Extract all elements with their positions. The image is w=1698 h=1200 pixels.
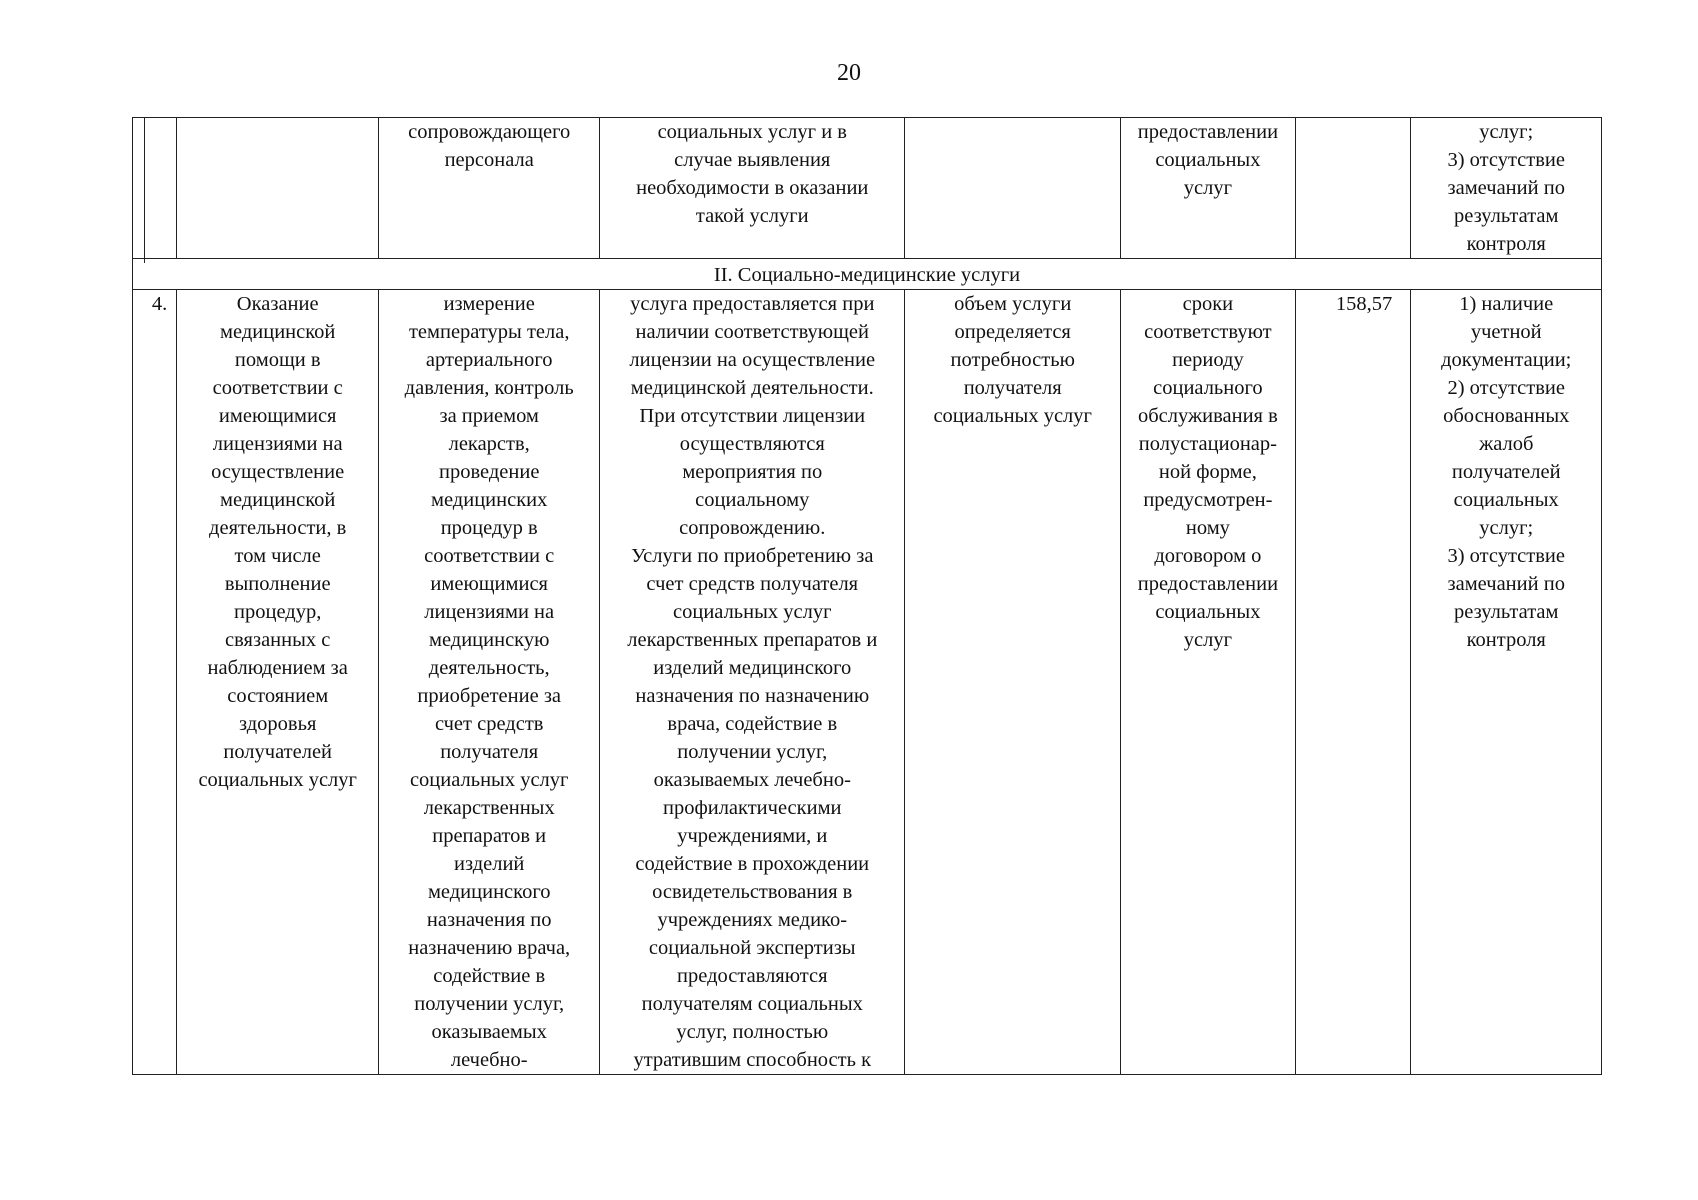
cell-continued-content: сопровождающего персонала [379, 118, 600, 259]
table-row-continued [133, 118, 1602, 259]
section-title: II. Социально-медицинские услуги [133, 259, 1602, 290]
cell-row4-conditions: услуга предоставляется при наличии соответствующей лицензии на осуществление медицинской деятельности. При отсутствии лицензии осуществляются мероприятия по социальному сопровождению. Услуги по приобретению за счет средств получателя социальных услуг лекарственных препаратов и изделий медицинского назначения по назначению врача, содействие в получении услуг, оказываемых лечебно- профилактическими учреждениями, и содействие в прохождении освидетельствования в учреждениях медико- социальной экспертизы предоставляются получателям социальных услуг, полностью утратившим способность к [600, 290, 905, 1075]
cell-row4-number: 4. [133, 290, 177, 1075]
cell-continued-conditions: социальных услуг и в случае выявления необходимости в оказании такой услуги [600, 118, 905, 259]
cell-continued-price [1295, 118, 1411, 259]
cell-continued-quality: услуг; 3) отсутствие замечаний по результатам контроля [1411, 118, 1602, 259]
cell-continued-name [177, 118, 379, 259]
table-row-4 [133, 290, 1602, 1075]
cell-row4-volume: объем услуги определяется потребностью получателя социальных услуг [905, 290, 1121, 1075]
services-table [132, 117, 1602, 1075]
cell-row4-price: 158,57 [1295, 290, 1411, 1075]
left-frame-strip [132, 117, 145, 263]
cell-continued-volume [905, 118, 1121, 259]
cell-row4-terms: сроки соответствуют периоду социального обслуживания в полустационар- ной форме, предусмотрен- ному договором о предоставлении социальных услуг [1121, 290, 1296, 1075]
section-row [133, 259, 1602, 290]
cell-row4-content: измерение температуры тела, артериального давления, контроль за приемом лекарств, проведение медицинских процедур в соответствии с имеющимися лицензиями на медицинскую деятельность, приобретение за счет средств получателя социальных услуг лекарственных препаратов и изделий медицинского назначения по назначению врача, содействие в получении услуг, оказываемых лечебно- [379, 290, 600, 1075]
cell-row4-name: Оказание медицинской помощи в соответствии с имеющимися лицензиями на осуществление медицинской деятельности, в том числе выполнение процедур, связанных с наблюдением за состоянием здоровья получателей социальных услуг [177, 290, 379, 1075]
page-number: 20 [837, 60, 861, 86]
cell-continued-terms: предоставлении социальных услуг [1121, 118, 1296, 259]
cell-row4-quality: 1) наличие учетной документации; 2) отсутствие обоснованных жалоб получателей социальных услуг; 3) отсутствие замечаний по результатам контроля [1411, 290, 1602, 1075]
